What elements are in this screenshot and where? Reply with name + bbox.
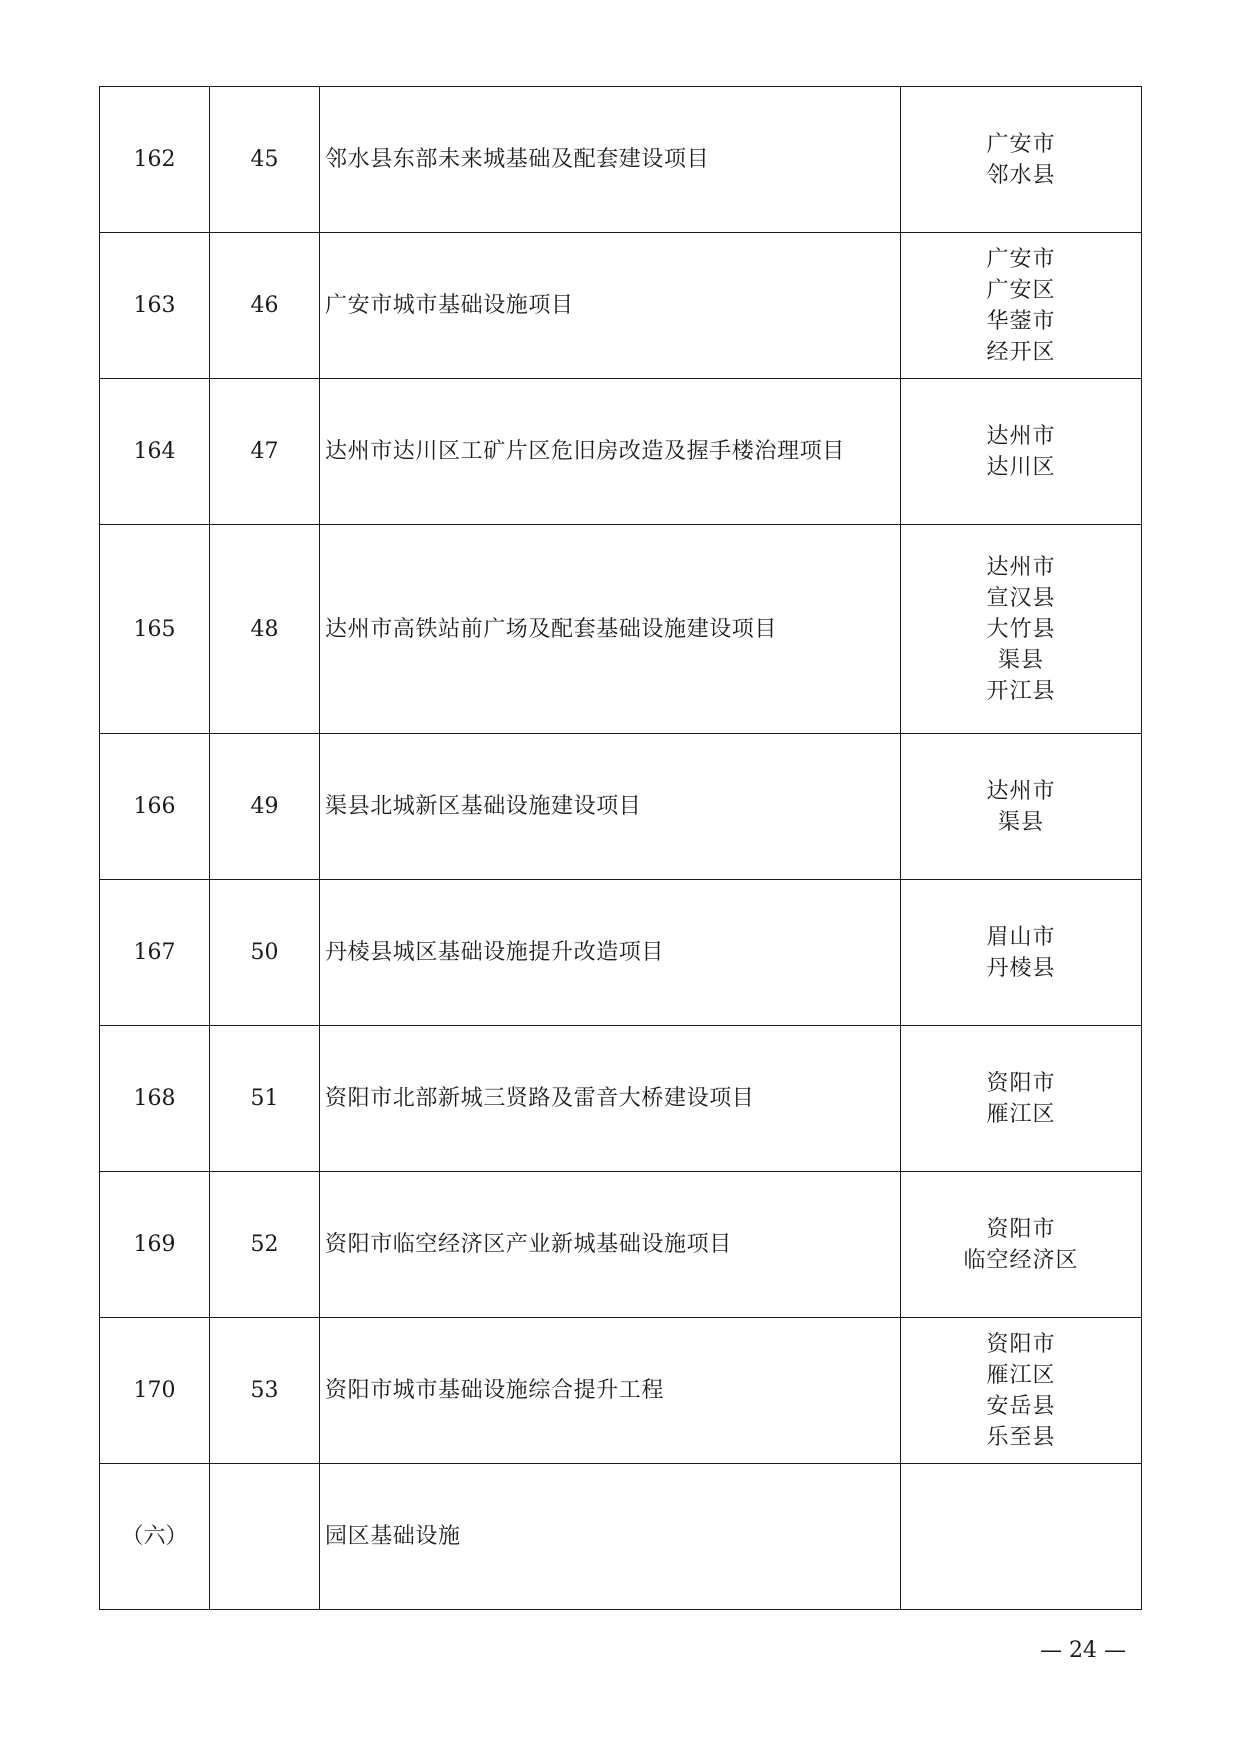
region-line: 宣汉县	[986, 585, 1056, 611]
row-seq-number: 169	[100, 1172, 210, 1318]
region-line: 临空经济区	[963, 1247, 1079, 1273]
region-line: 渠县	[997, 647, 1044, 673]
row-project-name: 资阳市北部新城三贤路及雷音大桥建设项目	[320, 1026, 901, 1172]
region-line: 资阳市	[986, 1216, 1056, 1242]
row-seq-number: 165	[100, 525, 210, 734]
row-sub-number: 49	[210, 734, 320, 880]
region-line: 华蓥市	[986, 308, 1056, 334]
table-row	[100, 233, 1142, 379]
section-seq-number: （六）	[100, 1464, 210, 1610]
project-table-body	[100, 87, 1142, 1610]
region-line: 眉山市	[986, 924, 1056, 950]
region-line: 广安市	[986, 131, 1056, 157]
row-project-name: 渠县北城新区基础设施建设项目	[320, 734, 901, 880]
table-row	[100, 734, 1142, 880]
region-line: 达州市	[986, 554, 1056, 580]
region-line: 经开区	[986, 339, 1056, 365]
table-row	[100, 1026, 1142, 1172]
region-line: 达州市	[986, 423, 1056, 449]
row-project-name: 丹棱县城区基础设施提升改造项目	[320, 880, 901, 1026]
row-region	[901, 1172, 1142, 1318]
table-row	[100, 87, 1142, 233]
section-row	[100, 1464, 1142, 1610]
row-region	[901, 525, 1142, 734]
region-line: 达川区	[986, 454, 1056, 480]
row-region	[901, 233, 1142, 379]
row-sub-number: 53	[210, 1318, 320, 1464]
row-seq-number: 170	[100, 1318, 210, 1464]
row-project-name: 邻水县东部未来城基础及配套建设项目	[320, 87, 901, 233]
region-line: 广安市	[986, 246, 1056, 272]
row-sub-number: 46	[210, 233, 320, 379]
row-region	[901, 734, 1142, 880]
table-row	[100, 379, 1142, 525]
project-table	[99, 86, 1142, 1610]
row-seq-number: 168	[100, 1026, 210, 1172]
region-line: 渠县	[997, 809, 1044, 835]
section-title: 园区基础设施	[320, 1464, 901, 1610]
row-project-name: 资阳市城市基础设施综合提升工程	[320, 1318, 901, 1464]
region-line: 雁江区	[986, 1362, 1056, 1388]
table-row	[100, 1318, 1142, 1464]
section-sub-number	[210, 1464, 320, 1610]
region-line: 资阳市	[986, 1070, 1056, 1096]
section-region	[901, 1464, 1142, 1610]
row-project-name: 达州市达川区工矿片区危旧房改造及握手楼治理项目	[320, 379, 901, 525]
row-seq-number: 166	[100, 734, 210, 880]
row-sub-number: 50	[210, 880, 320, 1026]
row-seq-number: 163	[100, 233, 210, 379]
row-sub-number: 48	[210, 525, 320, 734]
row-sub-number: 51	[210, 1026, 320, 1172]
region-line: 安岳县	[986, 1393, 1056, 1419]
row-region	[901, 1318, 1142, 1464]
table-row	[100, 525, 1142, 734]
row-region	[901, 880, 1142, 1026]
row-project-name: 资阳市临空经济区产业新城基础设施项目	[320, 1172, 901, 1318]
row-sub-number: 52	[210, 1172, 320, 1318]
region-line: 乐至县	[986, 1424, 1056, 1450]
page-number: — 24 —	[1040, 1638, 1126, 1663]
row-region	[901, 87, 1142, 233]
region-line: 丹棱县	[986, 955, 1056, 981]
row-region	[901, 379, 1142, 525]
row-project-name: 达州市高铁站前广场及配套基础设施建设项目	[320, 525, 901, 734]
region-line: 广安区	[986, 277, 1056, 303]
row-seq-number: 164	[100, 379, 210, 525]
region-line: 大竹县	[986, 616, 1056, 642]
table-row	[100, 1172, 1142, 1318]
region-line: 邻水县	[986, 162, 1056, 188]
row-seq-number: 162	[100, 87, 210, 233]
region-line: 资阳市	[986, 1331, 1056, 1357]
row-seq-number: 167	[100, 880, 210, 1026]
row-sub-number: 47	[210, 379, 320, 525]
region-line: 雁江区	[986, 1101, 1056, 1127]
row-sub-number: 45	[210, 87, 320, 233]
region-line: 达州市	[986, 778, 1056, 804]
region-line: 开江县	[986, 678, 1056, 704]
row-project-name: 广安市城市基础设施项目	[320, 233, 901, 379]
row-region	[901, 1026, 1142, 1172]
table-row	[100, 880, 1142, 1026]
